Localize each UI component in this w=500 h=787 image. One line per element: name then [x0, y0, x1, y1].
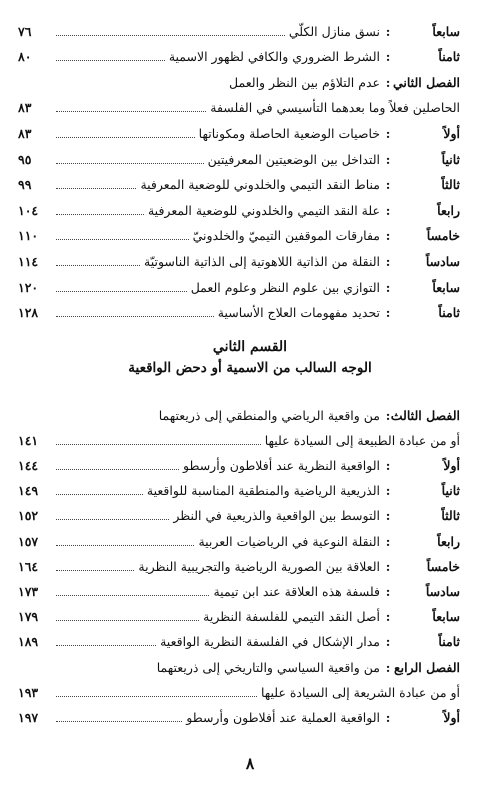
toc-entry-colon: : [385, 253, 391, 269]
toc-entry-page: ١٠٤ [18, 202, 39, 218]
toc-entry-label: سادساً [425, 583, 460, 599]
toc-entry-colon: : [385, 151, 391, 167]
toc-leader-dots [56, 111, 206, 112]
toc-entry-label: سادساً [425, 253, 460, 269]
toc-entry [18, 122, 460, 144]
toc-leader-dots [56, 721, 182, 722]
toc-entry-title: أو من عبادة الطبيعة إلى السيادة عليها [264, 432, 460, 448]
toc-entry-page: ١٢٨ [18, 305, 39, 321]
toc-entry-colon: : [385, 228, 391, 244]
toc-entry-colon: : [385, 583, 391, 599]
toc-entry-colon: : [385, 74, 391, 90]
toc-entry [18, 250, 460, 272]
toc-entry-page: ١٢٠ [18, 279, 39, 295]
toc-entry-label: خامساً [426, 558, 460, 574]
toc-entry-title: مفارقات الموقفين التيميّ والخلدونيّ [192, 228, 380, 244]
toc-entry-page: ١٨٩ [18, 634, 39, 650]
toc-entry-title: النقلة من الذاتية اللاهوتية إلى الذاتية الناسوتيّة [144, 253, 380, 269]
toc-entry-title: نسق منازل الكلّي [288, 23, 380, 39]
toc-entry-colon: : [385, 558, 391, 574]
toc-leader-dots [56, 519, 169, 520]
toc-leader-dots [56, 645, 156, 646]
toc-entry-label: أولاً [443, 125, 460, 141]
toc-entry-page: ٩٥ [18, 151, 32, 167]
toc-entry-colon: : [385, 407, 391, 423]
toc-entry-title: التوازي بين علوم النظر وعلوم العمل [190, 279, 380, 295]
toc-entry [18, 199, 460, 221]
toc-entry [18, 555, 460, 577]
toc-entry-colon: : [385, 125, 391, 141]
toc-entry-colon: : [385, 483, 391, 499]
toc-entry-colon: : [385, 49, 391, 65]
toc-entry-page: ١١٠ [18, 228, 39, 244]
toc-entry-title: من واقعية السياسي والتاريخي إلى ذريعتهما [156, 659, 380, 675]
toc-entry [18, 302, 460, 324]
toc-entry-page: ١٤٤ [18, 457, 39, 473]
toc-entry-page: ٩٩ [18, 177, 32, 193]
toc-entry-title: تحديد مفهومات العلاج الأساسية [217, 305, 380, 321]
toc-leader-dots [56, 291, 187, 292]
toc-entry-title: الذريعية الرياضية والمنطقية المناسبة للواقعية [146, 483, 380, 499]
toc-leader-dots [56, 265, 140, 266]
toc-leader-dots [56, 188, 136, 189]
toc-leader-dots [56, 137, 195, 138]
toc-leader-dots [56, 163, 204, 164]
toc-entry-label: الفصل الرابع [393, 659, 460, 675]
toc-entry-page: ٨٣ [18, 125, 32, 141]
toc-entry [18, 505, 460, 527]
toc-entry-label: ثالثاً [441, 508, 460, 524]
toc-entry-label: ثامناً [438, 49, 460, 65]
toc-entry [18, 530, 460, 552]
toc-entry-colon: : [385, 457, 391, 473]
toc-leader-dots [56, 494, 143, 495]
toc-entry-colon: : [385, 305, 391, 321]
toc-entry-title: أصل النقد التيمي للفلسفة النظرية [203, 609, 380, 625]
toc-entry-page: ١١٤ [18, 253, 39, 269]
toc-entry-title: الواقعية العملية عند أفلاطون وأرسطو [186, 709, 380, 725]
toc-entry-label: الفصل الثالث [390, 407, 460, 423]
toc-entry-label: رابعاً [437, 533, 460, 549]
toc-entry-page: ١٧٩ [18, 609, 39, 625]
toc-entry-label: أولاً [443, 709, 460, 725]
toc-entry-colon: : [385, 23, 391, 39]
toc-entry-title: الحاصلين فعلاً وما بعدهما التأسيسي في الفلسفة [210, 100, 460, 116]
toc-entry-title: الواقعية النظرية عند أفلاطون وأرسطو [183, 457, 380, 473]
toc-entry-colon: : [385, 202, 391, 218]
page-number: ٨ [245, 754, 255, 773]
toc-leader-dots [56, 316, 214, 317]
toc-entry-title: خاصيات الوضعية الحاصلة ومكوناتها [198, 125, 380, 141]
toc-leader-dots [56, 444, 261, 445]
toc-leader-dots [56, 239, 189, 240]
toc-entry [18, 404, 460, 426]
toc-entry-label: ثامناً [438, 305, 460, 321]
toc-entry-label: رابعاً [437, 202, 460, 218]
toc-entry [18, 656, 460, 678]
toc-entry-page: ١٥٧ [18, 533, 39, 549]
toc-entry-label: سابعاً [432, 609, 460, 625]
toc-entry-colon: : [385, 533, 391, 549]
toc-leader-dots [56, 214, 144, 215]
toc-leader-dots [56, 696, 257, 697]
toc-entry-title: من واقعية الرياضي والمنطقي إلى ذريعتهما [158, 407, 380, 423]
toc-entry-page: ١٤١ [18, 432, 39, 448]
toc-entry [18, 606, 460, 628]
toc-entry-label: سابعاً [432, 23, 460, 39]
toc-entry-colon: : [385, 609, 391, 625]
toc-entry-label: ثالثاً [441, 177, 460, 193]
toc-entry-title: فلسفة هذه العلاقة عند ابن تيمية [213, 583, 380, 599]
toc-leader-dots [56, 620, 199, 621]
toc-leader-dots [56, 545, 194, 546]
toc-entry-colon: : [385, 508, 391, 524]
toc-entry [18, 148, 460, 170]
toc-entry-page: ١٩٣ [18, 684, 39, 700]
toc-entry [18, 20, 460, 42]
toc-entry-label: خامساً [426, 228, 460, 244]
toc-leader-dots [56, 595, 209, 596]
toc-entry-page: ١٥٢ [18, 508, 39, 524]
toc-leader-dots [56, 469, 179, 470]
toc-entry-title: عدم التلاؤم بين النظر والعمل [229, 74, 380, 90]
toc-entry [18, 580, 460, 602]
toc-entry-colon: : [385, 177, 391, 193]
section-subtitle: الوجه السالب من الاسمية أو دحض الواقعية [128, 360, 372, 376]
toc-entry-title: أو من عبادة الشريعة إلى السيادة عليها [260, 684, 460, 700]
toc-entry-label: الفصل الثاني [392, 74, 460, 90]
toc-entry [18, 631, 460, 653]
toc-entry-label: ثانياً [441, 483, 460, 499]
toc-entry [18, 454, 460, 476]
toc-entry [18, 276, 460, 298]
toc-entry [18, 46, 460, 68]
toc-entry-title: علة النقد التيمي والخلدوني للوضعية المعرفية [147, 202, 380, 218]
toc-leader-dots [56, 35, 285, 36]
toc-entry-page: ١٦٤ [18, 558, 39, 574]
toc-entry-label: سابعاً [432, 279, 460, 295]
section-title: القسم الثاني [212, 339, 288, 355]
toc-entry-label: ثانياً [441, 151, 460, 167]
toc-entry [18, 706, 460, 728]
toc-entry-page: ٨٣ [18, 100, 32, 116]
toc-entry-label: أولاً [443, 457, 460, 473]
toc-entry-title: العلاقة بين الصورية الرياضية والتجريبية النظرية [138, 558, 380, 574]
toc-entry-title: الشرط الضروري والكافي لظهور الاسمية [168, 49, 380, 65]
toc-entry-title: مناط النقد التيمي والخلدوني للوضعية المعرفية [140, 177, 380, 193]
toc-entry [18, 429, 500, 451]
toc-entry-title: التوسط بين الواقعية والذريعية في النظر [173, 508, 380, 524]
toc-entry [18, 225, 460, 247]
toc-entry-colon: : [385, 709, 391, 725]
toc-entry-title: مدار الإشكال في الفلسفة النظرية الواقعية [160, 634, 380, 650]
toc-entry-page: ١٤٩ [18, 483, 39, 499]
toc-entry-colon: : [385, 659, 391, 675]
toc-entry-page: ٧٦ [18, 23, 32, 39]
toc-leader-dots [56, 570, 134, 571]
toc-entry [18, 97, 500, 119]
toc-entry [18, 174, 460, 196]
toc-entry-page: ١٩٧ [18, 709, 39, 725]
toc-entry-label: ثامناً [438, 634, 460, 650]
toc-entry [18, 71, 460, 93]
toc-entry-title: التداخل بين الوضعيتين المعرفيتين [207, 151, 380, 167]
toc-entry [18, 480, 460, 502]
toc-entry-page: ٨٠ [18, 49, 32, 65]
toc-entry-colon: : [385, 634, 391, 650]
toc-entry-page: ١٧٣ [18, 583, 39, 599]
toc-entry-title: النقلة النوعية في الرياضيات العربية [198, 533, 380, 549]
toc-entry-colon: : [385, 279, 391, 295]
toc-leader-dots [56, 60, 165, 61]
toc-entry [18, 681, 500, 703]
